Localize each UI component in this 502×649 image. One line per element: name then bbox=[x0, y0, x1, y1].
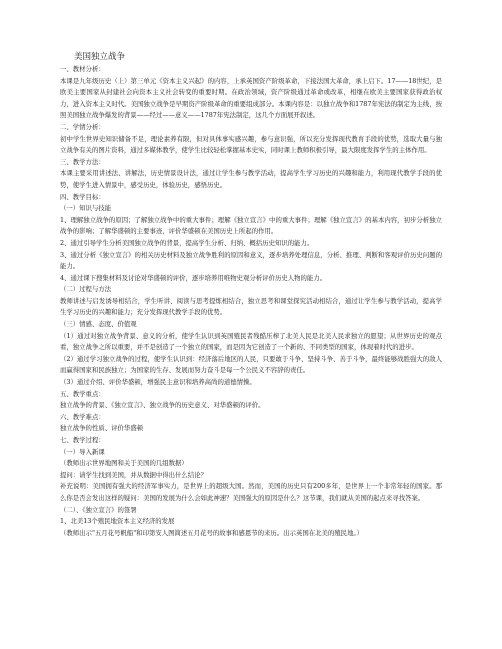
subheading-emotion-values: （三）情感、态度、价值观 bbox=[60, 320, 137, 329]
paragraph-supplement: 补充说明：美国拥有强大的经济军事实力，是世界上的超级大国。然而，美国的历史只有200多年，是世界上一个非常年轻的国家。那么你是否会发出这样的疑问：美国的发展为什么会如此神速？美国强大的原因是什么？这节课，我们就从美国的起点来寻找答案。 bbox=[60, 482, 442, 502]
paragraph-question: 提问：请学生找到美国，并从数据中得出什么结论？ bbox=[60, 470, 207, 479]
section-heading-textbook-analysis: 一、教材分析： bbox=[60, 65, 105, 73]
list-item: 2、通过引导学生分析美国独立战争的背景，提高学生分析、归纳、概括历史知识的能力。 bbox=[60, 238, 314, 247]
paragraph-introduction-note: （教师出示世界地图和关于美国的几组数据） bbox=[60, 459, 188, 468]
paragraph-process-methods: 教师讲述与启发诱导相结合，学生听讲、阅读与思考提炼相结合，独立思考和课堂探究活动相结合，通过让学生参与教学活动，提高学生学习历史的兴趣和能力；充分发挥现代教学手段的优势。 bbox=[60, 296, 442, 317]
paragraph-mayflower-note: （教师出示"五月花号帆船"和印第安人图简述五月花号的故事和感恩节的来历。出示英国在北美的殖民地。） bbox=[60, 528, 364, 537]
section-heading-student-analysis: 二、学情分析： bbox=[60, 122, 105, 131]
subheading-process-methods: （二）过程与方法 bbox=[60, 285, 112, 294]
paragraph-textbook-analysis: 本课是九年级历史（上）第三单元《资本主义兴起》的内容，上承英国资产阶级革命，下接法国大革命，承上启下。17——18世纪，是欧美主要国家从封建社会向资本主义社会转变的重要时期。在政治领域，资产阶级通过革命或改革，相继在欧美主要国家获得政治权力，进入资本主义时代。美国独立战争是早期资产阶级革命的重要组成部分。本课内容是：以独立战争和1787年宪法的制定为主线，按照美国独立战争爆发的背景——经过——意义——1787年宪法制定，这几个方面展开叙述。 bbox=[60, 76, 442, 120]
section-heading-teaching-goals: 四、教学目标： bbox=[60, 192, 105, 201]
paragraph-teaching-methods: 本课主要采用讲述法、讲解法，历史情景设计法，通过让学生参与教学活动，提高学生学习历史的兴趣和能力，利用现代教学手段的优势，使学生进入情景中，感受历史，体验历史，感悟历史。 bbox=[60, 169, 442, 189]
document-title: 美国独立战争 bbox=[74, 52, 126, 62]
list-item: 1、北美13个殖民地资本主义经济的发展 bbox=[60, 517, 175, 526]
list-item: （3）通过介绍、评价华盛顿，增强民主意识和培养高尚的道德情操。 bbox=[60, 378, 256, 387]
paragraph-difficulties: 独立战争的性质、评价华盛顿 bbox=[60, 424, 144, 433]
list-item: 3、通过分析《独立宣言》的相关历史材料及独立战争胜利的原因和意义，逐步培养处理信息，分析、推理、判断和客观评价历史问题的能力。 bbox=[60, 250, 442, 271]
subheading-declaration-signing: （二）、《独立宣言》的签署 bbox=[60, 505, 137, 514]
paragraph-student-analysis: 初中学生世界史知识储备不足，理论素养有限，但对具体事实感兴趣，参与意识强，所以充分发挥现代教育手段的优势，选取大量与独立战争有关的图片资料，通过多媒体教学，使学生比较轻松掌握基本史实，同时课上教师积极引导，最大限度发挥学生的主体作用。 bbox=[60, 134, 442, 155]
list-item: 1、理解独立战争的原因；了解独立战争中的重大事件；理解《独立宣言》中的重大事件；理解《独立宣言》的基本内容，初步分析独立战争的影响；了解华盛顿的主要事迹，评价华盛顿在美国历史上所起的作用。 bbox=[60, 215, 442, 236]
list-item: 4、通过课下搜集材料及讨论对华盛顿的评价，逐步培养用唯物史观分析评价历史人物的能力。 bbox=[60, 273, 327, 282]
subheading-introduction: （一）导入新课 bbox=[60, 447, 105, 456]
section-heading-teaching-process: 七、教学过程： bbox=[60, 436, 105, 444]
section-heading-key-points: 五、教学重点： bbox=[60, 389, 105, 398]
subheading-knowledge-skills: （一）知识与技能 bbox=[60, 204, 112, 213]
list-item: （2）通过学习独立战争的过程，使学生认识到：经济落后地区的人民，只要敢于斗争、坚持斗争、善于斗争，最终能够战胜强大的敌人而赢得国家和民族独立；为国家的生存、发展而努力奋斗是每一个公民义不容辞的责任。 bbox=[60, 354, 442, 375]
section-heading-teaching-methods: 三、教学方法： bbox=[60, 157, 105, 166]
list-item: （1）通过对独立战争背景、意义的分析，使学生认识到英国殖民者残酷压榨了北美人民是北美人民求独立的愿望；从世界历史的观点看，独立战争之所以重要，并不是创造了一个独立的国家，而是因为它创造了一个新的、不同类型的国家，体现着时代的进步。 bbox=[60, 331, 442, 352]
section-heading-difficulties: 六、教学难点： bbox=[60, 412, 105, 421]
paragraph-key-points: 独立战争的背景、《独立宣言》、独立战争的历史意义、对华盛顿的评价。 bbox=[60, 401, 265, 410]
